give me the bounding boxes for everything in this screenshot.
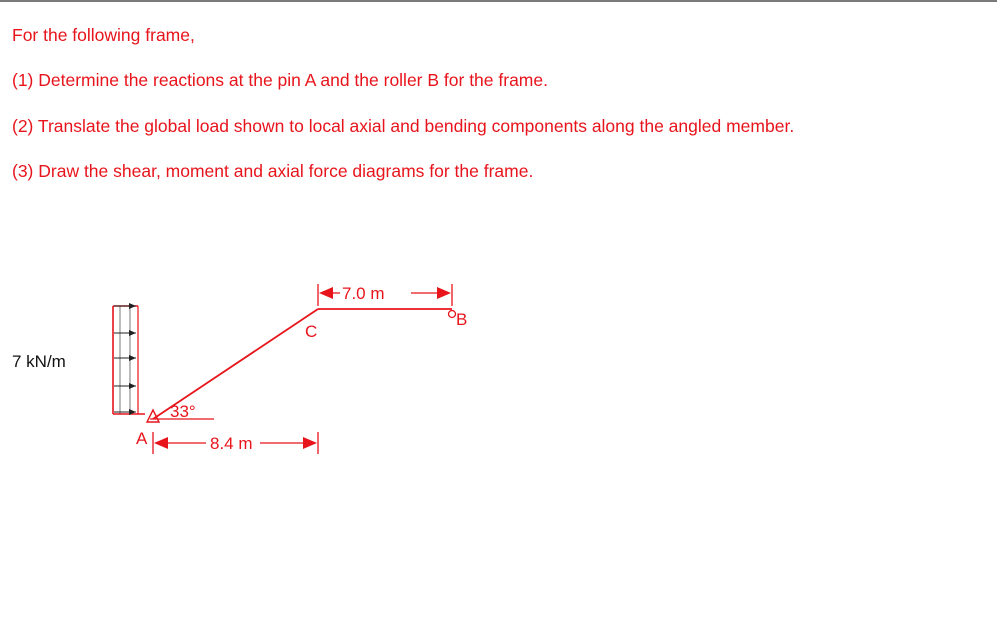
node-b-label: B bbox=[456, 310, 468, 329]
task-3-text: (3) Draw the shear, moment and axial force diagrams for the frame. bbox=[12, 161, 534, 181]
dim-top-label: 7.0 m bbox=[342, 284, 385, 303]
load-label: 7 kN/m bbox=[12, 352, 66, 371]
dim-bottom-label: 8.4 m bbox=[210, 434, 253, 453]
distributed-load bbox=[113, 306, 145, 414]
roller-b bbox=[449, 311, 456, 318]
intro-text: For the following frame, bbox=[12, 25, 195, 45]
angle-label: 33° bbox=[170, 402, 196, 421]
task-2-text: (2) Translate the global load shown to local axial and bending components along the angled member. bbox=[12, 116, 795, 136]
task-1-text: (1) Determine the reactions at the pin A and the roller B for the frame. bbox=[12, 70, 548, 90]
node-a-label: A bbox=[136, 429, 148, 448]
dimension-top bbox=[318, 284, 452, 306]
node-c-label: C bbox=[305, 322, 318, 341]
